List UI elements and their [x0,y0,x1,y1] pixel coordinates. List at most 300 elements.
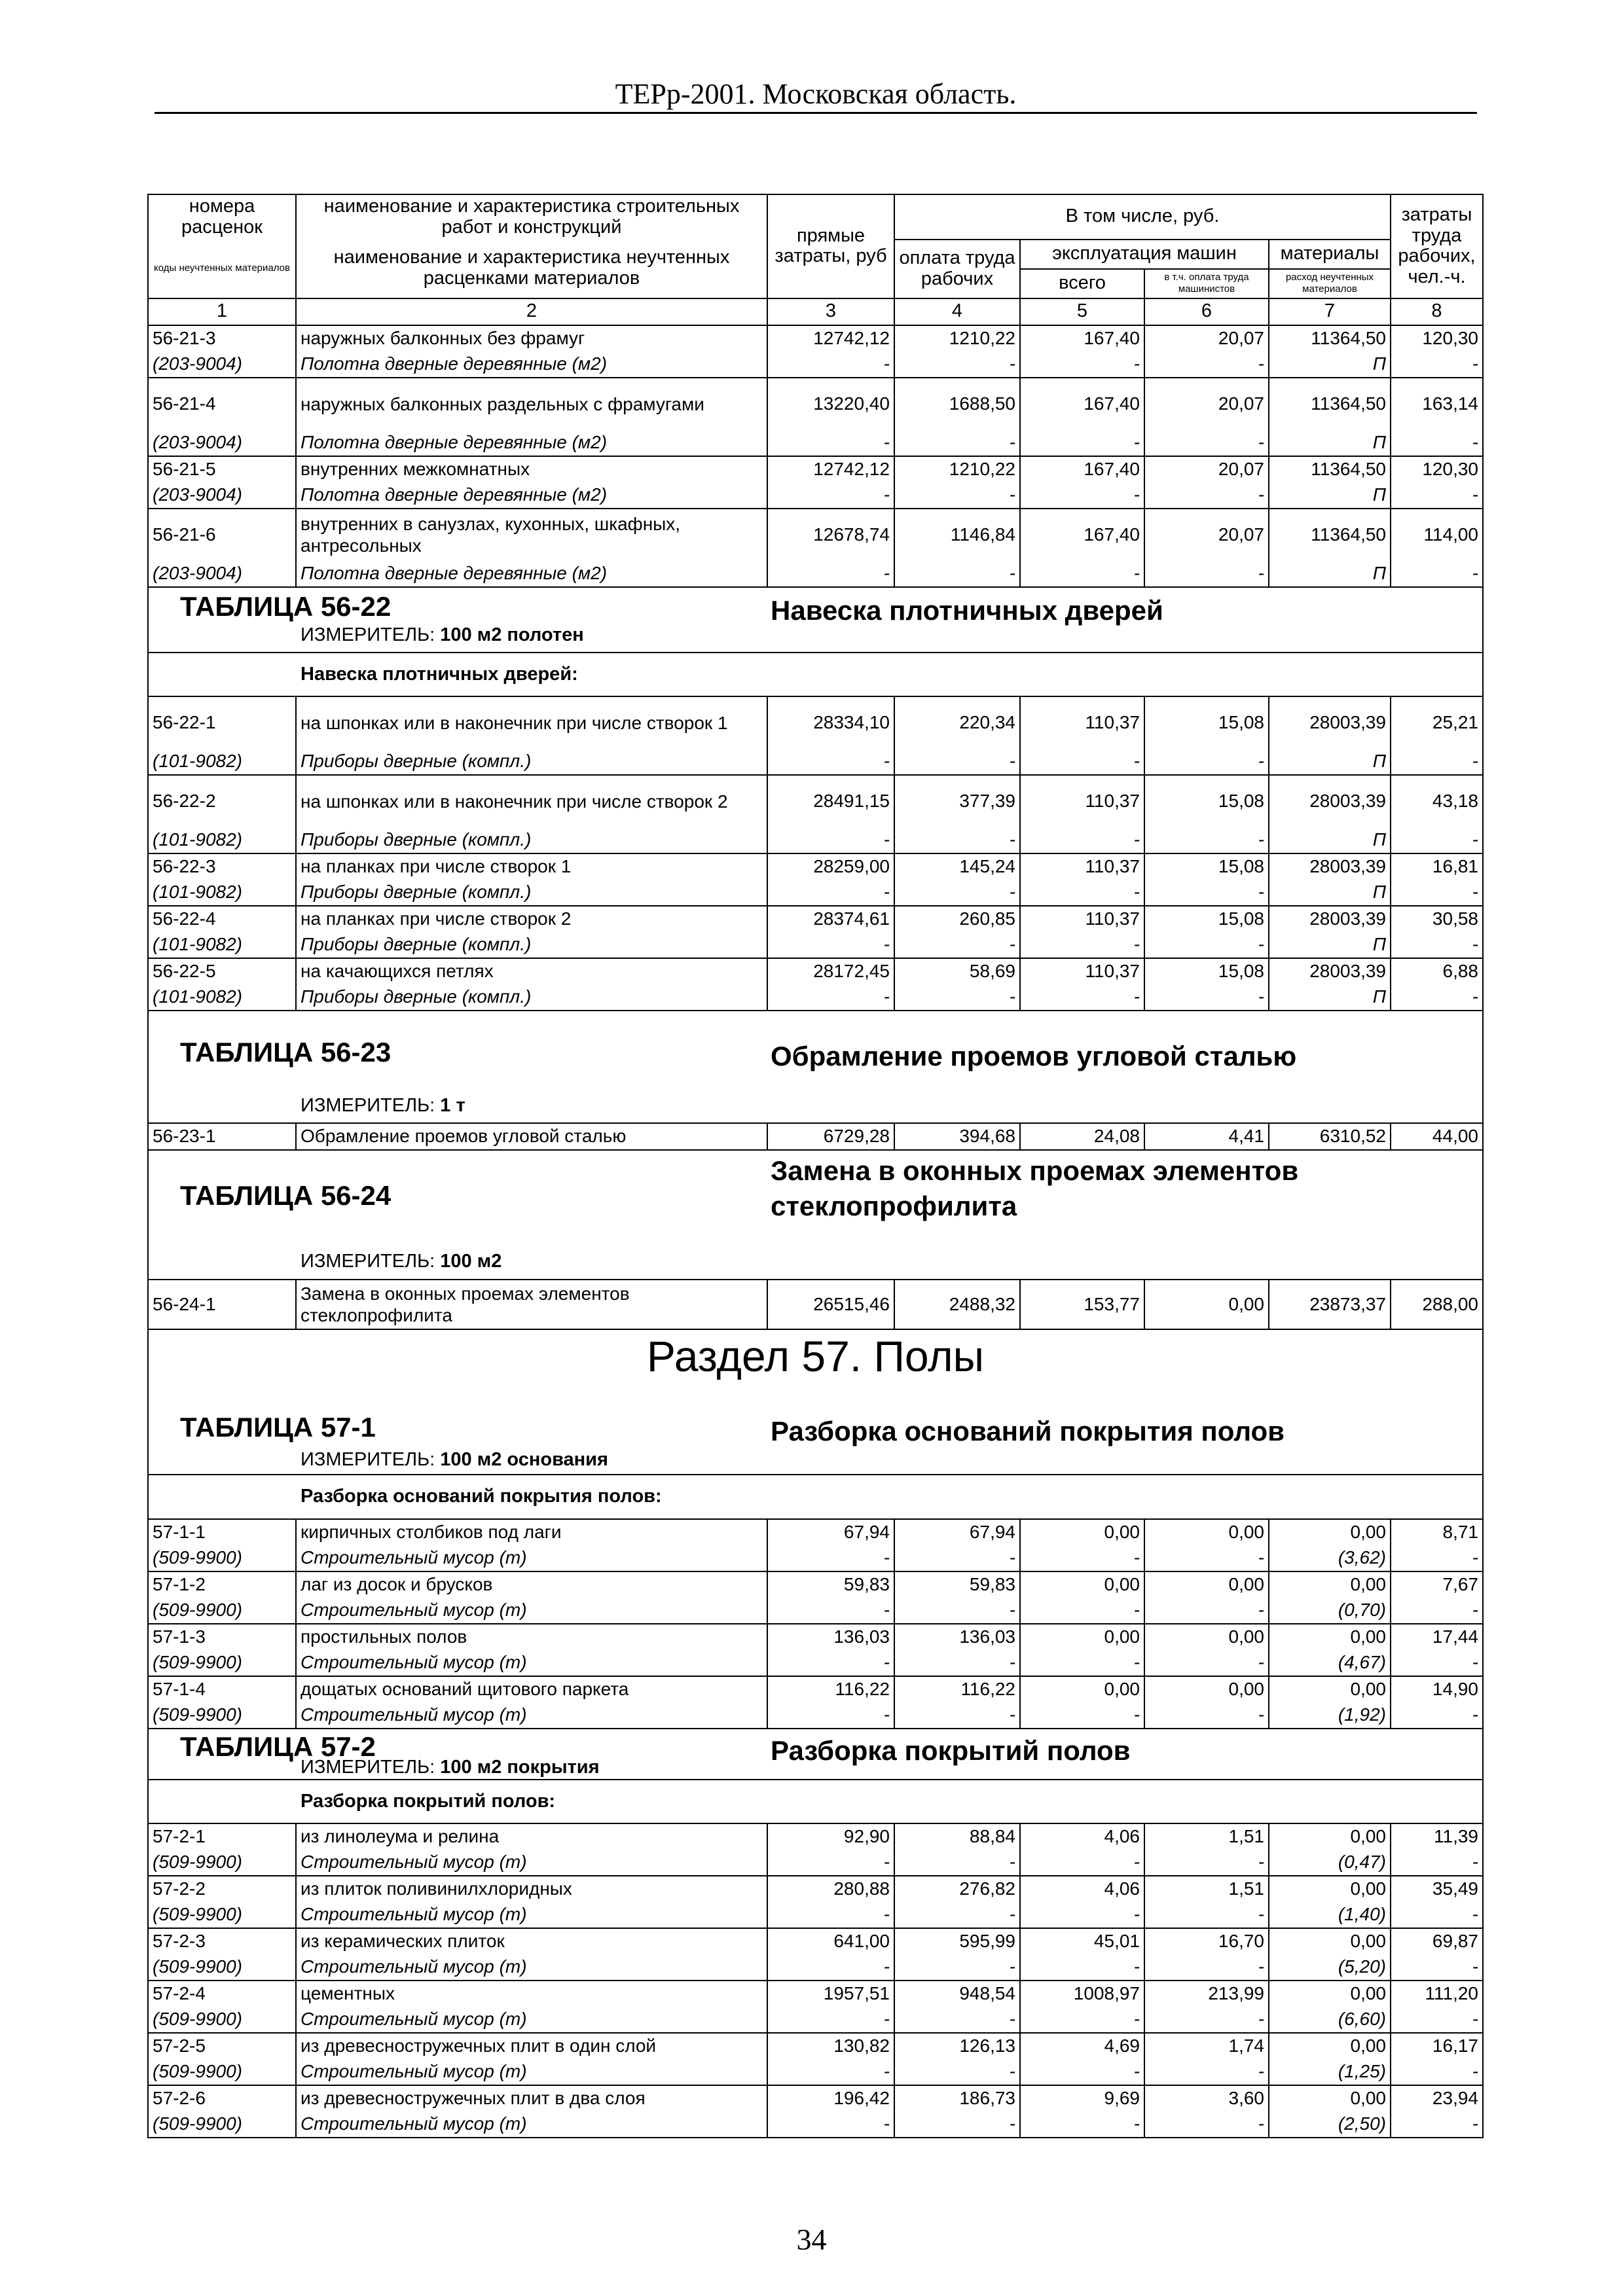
rate-code: 57-1-3 [148,1624,296,1650]
rate-code: 57-1-4 [148,1676,296,1702]
material-value: - [1144,482,1269,509]
rate-code: 56-22-3 [148,853,296,880]
rate-value: 28003,39 [1269,775,1391,827]
material-row [148,1850,1483,1876]
rate-value: 948,54 [894,1981,1020,2007]
material-value: - [1020,880,1144,906]
measure-label: ИЗМЕРИТЕЛЬ: [301,1448,435,1470]
rate-name: на шпонках или в наконечник при числе створок 1 [296,696,767,749]
material-value: - [1144,932,1269,958]
material-row [148,1598,1483,1624]
rate-value: 196,42 [767,2085,894,2111]
section-subtitle: Навеска плотничных дверей: [301,663,578,685]
rate-value: 3,60 [1144,2085,1269,2111]
rate-value: 11364,50 [1269,456,1391,482]
rate-value: 0,00 [1269,1624,1391,1650]
rate-row [148,325,1483,351]
material-value: - [1391,482,1483,509]
col-header-direct-costs: прямые затраты, руб [767,194,894,298]
rate-value: 2488,32 [894,1280,1020,1329]
material-row [148,1954,1483,1981]
material-name: Строительный мусор (т) [296,1902,767,1928]
material-value: - [1391,430,1483,456]
material-row [148,1902,1483,1928]
material-row [148,351,1483,378]
material-name: Полотна дверные деревянные (м2) [296,482,767,509]
material-value: - [1020,984,1144,1011]
material-value: - [1020,430,1144,456]
rate-code: 56-21-5 [148,456,296,482]
rate-value: 1,51 [1144,1876,1269,1902]
header-rule [155,112,1477,114]
material-code: (203-9004) [148,430,296,456]
material-value: - [1020,1902,1144,1928]
rates-table [147,194,1484,2138]
section-title: ТАБЛИЦА 56-24 [180,1179,392,1211]
rate-value: 110,37 [1020,853,1144,880]
section-measure [301,1252,501,1271]
material-value: - [1020,827,1144,853]
material-value: - [1020,1598,1144,1624]
rate-value: 0,00 [1144,1571,1269,1598]
material-code: (509-9900) [148,2059,296,2085]
col-header-machines-total: всего [1020,269,1144,298]
rate-name: из древесностружечных плит в один слой [296,2033,767,2059]
rate-value: 260,85 [894,906,1020,932]
rate-row [148,2033,1483,2059]
material-name: Полотна дверные деревянные (м2) [296,430,767,456]
material-value: - [767,1598,894,1624]
material-code: (509-9900) [148,2111,296,2138]
material-value: - [1020,482,1144,509]
material-value: - [1391,1650,1483,1676]
measure-label: ИЗМЕРИТЕЛЬ: [301,1756,435,1778]
material-value: П [1269,880,1391,906]
rate-name: простильных полов [296,1624,767,1650]
material-value: - [894,351,1020,378]
material-row [148,2059,1483,2085]
section-name: Замена в оконных проемах элементов стеклопрофилита [771,1155,1299,1221]
rate-value: 120,30 [1391,325,1483,351]
rate-value: 167,40 [1020,325,1144,351]
material-row [148,932,1483,958]
material-row [148,827,1483,853]
rate-row [148,1123,1483,1150]
table-body [148,194,1483,2138]
material-name: Строительный мусор (т) [296,1650,767,1676]
table-section-header [148,587,1483,653]
rate-value: 23,94 [1391,2085,1483,2111]
rate-value: 1957,51 [767,1981,894,2007]
section-header-cell [148,1011,1483,1123]
rate-value: 20,07 [1144,456,1269,482]
material-code: (101-9082) [148,880,296,906]
rate-value: 280,88 [767,1876,894,1902]
rate-name: кирпичных столбиков под лаги [296,1519,767,1545]
material-value: - [1144,1702,1269,1729]
material-value: - [1020,1545,1144,1571]
rate-value: 11,39 [1391,1823,1483,1850]
rate-name: из керамических плиток [296,1928,767,1954]
rate-value: 136,03 [894,1624,1020,1650]
section-title: ТАБЛИЦА 56-23 [180,1036,392,1067]
material-value: - [767,984,894,1011]
rate-value: 88,84 [894,1823,1020,1850]
col-number: 3 [767,298,894,325]
rate-value: 0,00 [1020,1624,1144,1650]
rate-code: 56-21-4 [148,378,296,430]
rate-value: 0,00 [1144,1280,1269,1329]
rate-value: 0,00 [1269,1823,1391,1850]
table-section-header [148,1729,1483,1780]
material-value: - [1391,351,1483,378]
col-number: 4 [894,298,1020,325]
rate-value: 0,00 [1269,1928,1391,1954]
material-value: - [1144,2059,1269,2085]
material-value: (4,67) [1269,1650,1391,1676]
rate-value: 1008,97 [1020,1981,1144,2007]
subtitle-cell [148,653,1483,696]
material-value: - [767,749,894,775]
col-header-name: наименование и характеристика строительных работ и конструкций [296,194,767,240]
rate-value: 16,81 [1391,853,1483,880]
rate-value: 377,39 [894,775,1020,827]
col-number: 1 [148,298,296,325]
material-value: - [1391,1598,1483,1624]
rate-value: 15,08 [1144,775,1269,827]
material-value: - [1144,2007,1269,2033]
rate-value: 12742,12 [767,456,894,482]
rate-code: 56-22-5 [148,958,296,984]
rate-value: 28491,15 [767,775,894,827]
material-value: - [1144,561,1269,587]
rate-code: 56-21-6 [148,509,296,561]
col-number: 6 [1144,298,1269,325]
rate-value: 69,87 [1391,1928,1483,1954]
material-value: - [894,430,1020,456]
measure-value: 100 м2 полотен [440,624,584,645]
table-section-header [148,1382,1483,1475]
rate-name: внутренних в санузлах, кухонных, шкафных, антресольных [296,509,767,561]
material-value: - [767,430,894,456]
material-value: - [894,2059,1020,2085]
rate-row [148,2085,1483,2111]
rate-code: 57-2-2 [148,1876,296,1902]
rate-value: 43,18 [1391,775,1483,827]
material-name: Полотна дверные деревянные (м2) [296,351,767,378]
material-value: - [894,2111,1020,2138]
material-value: - [1144,984,1269,1011]
section-measure [301,1096,465,1115]
material-name: Строительный мусор (т) [296,1598,767,1624]
rate-row [148,378,1483,430]
material-value: - [767,1650,894,1676]
rate-value: 58,69 [894,958,1020,984]
material-value: - [1144,1545,1269,1571]
material-row [148,749,1483,775]
rate-value: 0,00 [1269,1876,1391,1902]
rate-value: 12742,12 [767,325,894,351]
rate-value: 35,49 [1391,1876,1483,1902]
rate-code: 57-2-4 [148,1981,296,2007]
material-row [148,561,1483,587]
rate-value: 24,08 [1020,1123,1144,1150]
rate-code: 57-2-5 [148,2033,296,2059]
material-value: - [767,561,894,587]
material-value: - [1391,2007,1483,2033]
rate-value: 0,00 [1269,2085,1391,2111]
material-name: Строительный мусор (т) [296,1954,767,1981]
material-code: (101-9082) [148,749,296,775]
rate-name: лаг из досок и брусков [296,1571,767,1598]
material-value: (1,40) [1269,1902,1391,1928]
table-header-row-1 [148,194,1483,240]
rate-row [148,1571,1483,1598]
rate-value: 167,40 [1020,509,1144,561]
material-value: - [894,749,1020,775]
page-number: 34 [796,2223,827,2256]
material-row [148,2007,1483,2033]
col-header-wages: оплата труда рабочих [894,240,1020,298]
material-value: - [894,2007,1020,2033]
material-value: - [767,880,894,906]
subtitle-cell [148,1780,1483,1823]
rate-row [148,775,1483,827]
rate-value: 67,94 [767,1519,894,1545]
rate-value: 6310,52 [1269,1123,1391,1150]
rate-code: 57-1-2 [148,1571,296,1598]
rate-row [148,958,1483,984]
rate-code: 57-2-1 [148,1823,296,1850]
material-value: - [1020,1702,1144,1729]
material-value: - [894,561,1020,587]
material-row [148,2111,1483,2138]
rate-value: 114,00 [1391,509,1483,561]
col-header-material-codes: коды неучтенных материалов [148,240,296,298]
material-value: П [1269,430,1391,456]
material-value: - [1391,1954,1483,1981]
measure-value: 100 м2 [440,1250,502,1272]
rate-value: 110,37 [1020,906,1144,932]
rate-value: 1210,22 [894,456,1020,482]
rate-value: 59,83 [894,1571,1020,1598]
rate-value: 30,58 [1391,906,1483,932]
material-name: Приборы дверные (компл.) [296,827,767,853]
rate-value: 0,00 [1020,1676,1144,1702]
rate-value: 0,00 [1269,2033,1391,2059]
rate-value: 67,94 [894,1519,1020,1545]
material-value: П [1269,561,1391,587]
rate-value: 126,13 [894,2033,1020,2059]
rate-value: 15,08 [1144,853,1269,880]
material-value: - [1020,749,1144,775]
rate-code: 56-23-1 [148,1123,296,1150]
rate-value: 0,00 [1020,1571,1144,1598]
material-value: П [1269,351,1391,378]
material-value: - [894,880,1020,906]
rate-value: 0,00 [1020,1519,1144,1545]
measure-value: 100 м2 основания [440,1448,608,1470]
rate-value: 15,08 [1144,958,1269,984]
col-header-material-name: наименование и характеристика неучтенных расценками материалов [296,240,767,298]
section-name: Разборка покрытий полов [771,1734,1131,1766]
material-name: Строительный мусор (т) [296,1850,767,1876]
rate-value: 186,73 [894,2085,1020,2111]
material-name: Приборы дверные (компл.) [296,984,767,1011]
section-title: ТАБЛИЦА 57-1 [180,1411,376,1443]
rate-value: 0,00 [1144,1624,1269,1650]
rate-value: 153,77 [1020,1280,1144,1329]
material-value: - [767,932,894,958]
rate-value: 44,00 [1391,1123,1483,1150]
rate-value: 25,21 [1391,696,1483,749]
rate-name: Замена в оконных проемах элементов стеклопрофилита [296,1280,767,1329]
rate-code: 57-1-1 [148,1519,296,1545]
rate-row [148,1928,1483,1954]
section-header-cell [148,587,1483,653]
material-value: - [767,827,894,853]
section-subtitle: Разборка покрытий полов: [301,1790,556,1812]
material-row [148,1650,1483,1676]
material-value: - [1144,351,1269,378]
material-value: П [1269,482,1391,509]
material-value: - [1391,932,1483,958]
table-header-numbers [148,298,1483,325]
rate-name: из линолеума и релина [296,1823,767,1850]
rate-code: 57-2-3 [148,1928,296,1954]
section-name: Обрамление проемов угловой сталью [771,1040,1297,1071]
material-value: - [767,2059,894,2085]
rate-row [148,509,1483,561]
material-name: Полотна дверные деревянные (м2) [296,561,767,587]
material-value: - [894,1954,1020,1981]
rate-value: 163,14 [1391,378,1483,430]
rate-value: 16,17 [1391,2033,1483,2059]
material-value: - [1020,2111,1144,2138]
material-value: - [1020,932,1144,958]
rate-name: на качающихся петлях [296,958,767,984]
material-value: (2,50) [1269,2111,1391,2138]
measure-label: ИЗМЕРИТЕЛЬ: [301,1094,435,1116]
material-value: - [1391,880,1483,906]
material-value: - [894,932,1020,958]
material-code: (509-9900) [148,1850,296,1876]
material-value: - [767,482,894,509]
material-value: - [767,2111,894,2138]
rate-value: 28003,39 [1269,958,1391,984]
rate-value: 92,90 [767,1823,894,1850]
material-value: - [1020,561,1144,587]
material-value: - [767,2007,894,2033]
material-value: - [1391,1702,1483,1729]
rate-code: 56-21-3 [148,325,296,351]
material-value: - [767,1954,894,1981]
material-code: (203-9004) [148,561,296,587]
material-code: (509-9900) [148,1702,296,1729]
rate-value: 8,71 [1391,1519,1483,1545]
material-code: (203-9004) [148,482,296,509]
rate-code: 56-22-1 [148,696,296,749]
material-name: Строительный мусор (т) [296,1702,767,1729]
rate-row [148,1823,1483,1850]
rate-value: 116,22 [767,1676,894,1702]
material-code: (509-9900) [148,1545,296,1571]
rate-value: 1,74 [1144,2033,1269,2059]
material-value: - [894,1850,1020,1876]
material-value: - [767,1902,894,1928]
rate-value: 28003,39 [1269,696,1391,749]
rate-value: 130,82 [767,2033,894,2059]
rate-value: 15,08 [1144,696,1269,749]
material-value: - [1144,430,1269,456]
section-measure [301,1758,600,1777]
material-code: (509-9900) [148,1650,296,1676]
material-code: (101-9082) [148,827,296,853]
material-code: (101-9082) [148,984,296,1011]
rate-value: 213,99 [1144,1981,1269,2007]
rate-value: 28374,61 [767,906,894,932]
material-name: Строительный мусор (т) [296,2059,767,2085]
rate-row [148,1981,1483,2007]
rate-value: 288,00 [1391,1280,1483,1329]
material-value: (3,62) [1269,1545,1391,1571]
rate-value: 11364,50 [1269,378,1391,430]
material-value: (1,25) [1269,2059,1391,2085]
rate-value: 4,06 [1020,1823,1144,1850]
rate-name: на шпонках или в наконечник при числе створок 2 [296,775,767,827]
material-value: - [1391,2059,1483,2085]
subtitle-row [148,1780,1483,1823]
rate-row [148,456,1483,482]
rate-value: 6729,28 [767,1123,894,1150]
measure-value: 1 т [440,1094,465,1116]
material-code: (509-9900) [148,1954,296,1981]
rate-value: 4,41 [1144,1123,1269,1150]
rate-value: 167,40 [1020,456,1144,482]
rate-value: 28172,45 [767,958,894,984]
rate-value: 26515,46 [767,1280,894,1329]
material-value: - [894,827,1020,853]
rate-value: 23873,37 [1269,1280,1391,1329]
material-value: - [767,1545,894,1571]
col-number: 5 [1020,298,1144,325]
rate-value: 220,34 [894,696,1020,749]
material-value: П [1269,749,1391,775]
rate-code: 56-24-1 [148,1280,296,1329]
material-value: - [1020,1850,1144,1876]
section-title: ТАБЛИЦА 57-2 [180,1731,376,1762]
rate-value: 28003,39 [1269,853,1391,880]
razdel-row [148,1329,1483,1382]
material-value: (1,92) [1269,1702,1391,1729]
razdel-title: Раздел 57. Полы [148,1329,1483,1382]
material-name: Приборы дверные (компл.) [296,749,767,775]
rate-value: 0,00 [1269,1571,1391,1598]
section-name: Разборка оснований покрытия полов [771,1415,1285,1446]
rate-value: 7,67 [1391,1571,1483,1598]
material-code: (509-9900) [148,2007,296,2033]
rate-value: 17,44 [1391,1624,1483,1650]
rate-name: наружных балконных раздельных с фрамугами [296,378,767,430]
rate-value: 641,00 [767,1928,894,1954]
material-value: - [894,1545,1020,1571]
measure-value: 100 м2 покрытия [440,1756,600,1778]
material-value: - [767,1850,894,1876]
rate-value: 20,07 [1144,378,1269,430]
material-code: (101-9082) [148,932,296,958]
subtitle-row [148,1475,1483,1519]
rate-value: 28259,00 [767,853,894,880]
